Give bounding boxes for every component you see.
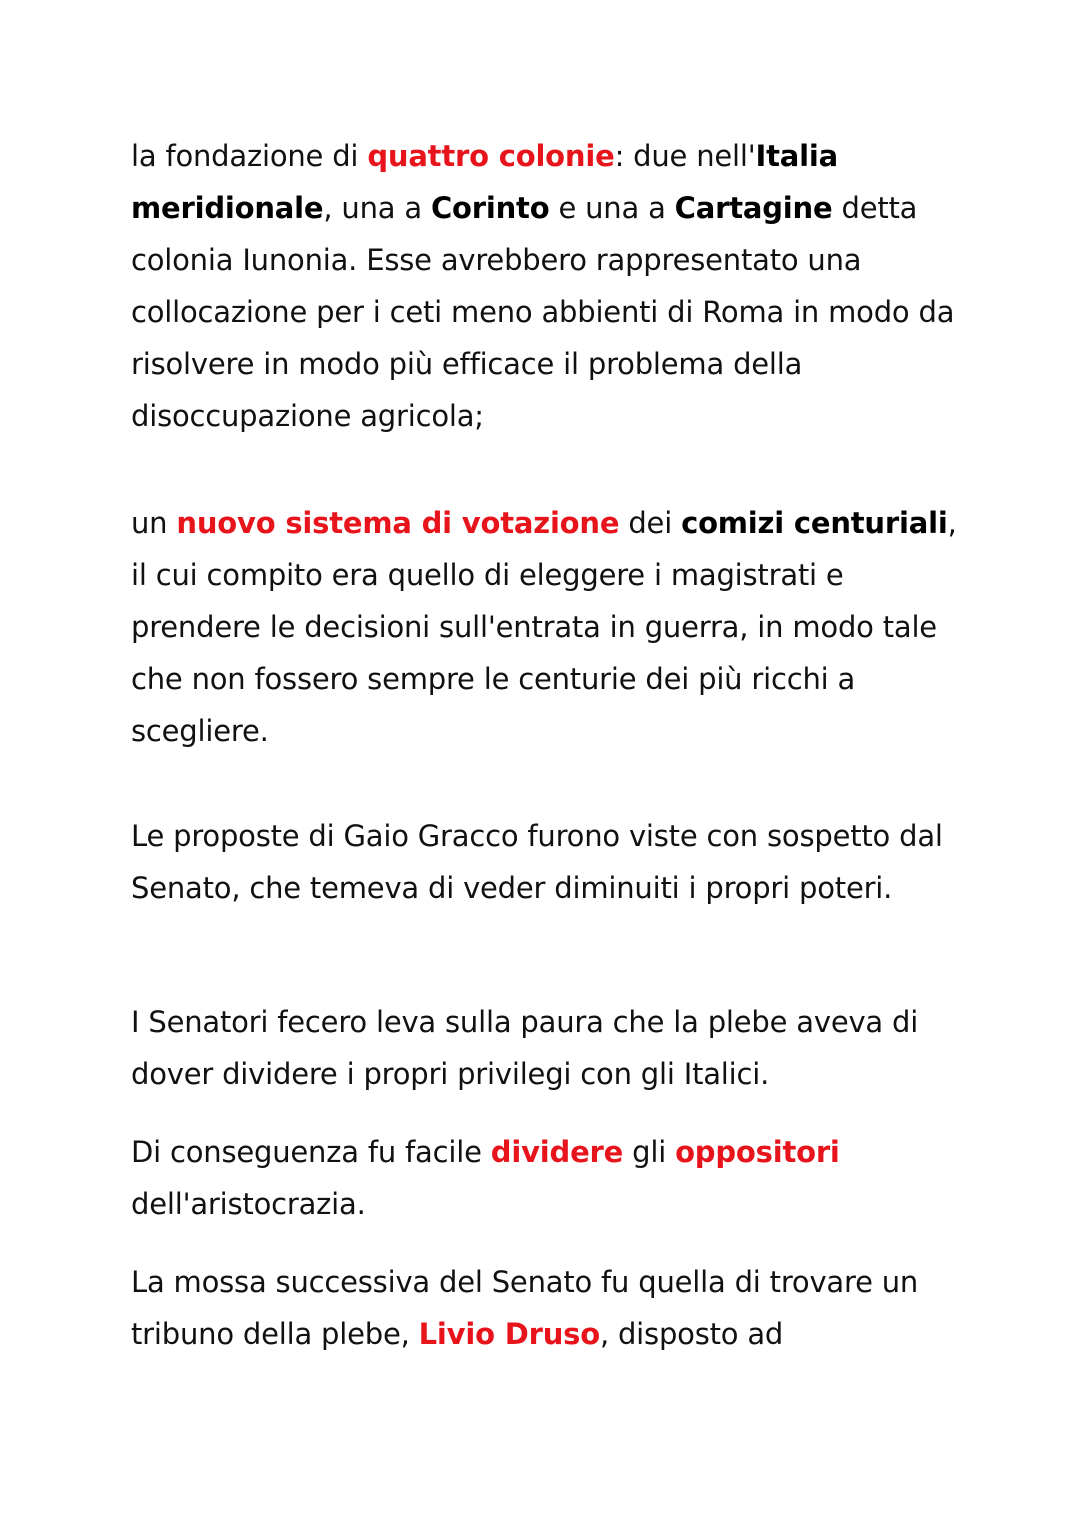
text-span: gli	[623, 1135, 676, 1169]
text-span: la fondazione di	[131, 139, 368, 173]
text-span: La mossa successiva del Senato fu quella di trovare un tribuno della plebe,	[131, 1265, 919, 1351]
bold-cartagine: Cartagine	[674, 191, 833, 225]
paragraph-colonies	[131, 130, 961, 442]
bold-comizi-centuriali: comizi centuriali	[681, 506, 948, 540]
text-span: , una a	[323, 191, 431, 225]
highlight-nuovo-sistema-di-votazione: nuovo sistema di votazione	[176, 506, 620, 540]
text-span: : due nell'	[614, 139, 756, 173]
highlight-dividere: dividere	[490, 1135, 624, 1169]
paragraph-livio-druso	[131, 1256, 961, 1360]
highlight-oppositori: oppositori	[675, 1135, 840, 1169]
text-span: e una a	[549, 191, 675, 225]
text-span: , disposto ad	[599, 1317, 784, 1351]
bold-corinto: Corinto	[430, 191, 550, 225]
text-span: dell'aristocrazia.	[131, 1187, 366, 1221]
text-span: un	[131, 506, 177, 540]
text-span: Di conseguenza fu facile	[131, 1135, 491, 1169]
bold-italia-meridionale: Italia meridionale	[131, 139, 839, 225]
text-span: , il cui compito era quello di eleggere i magistrati e prendere le decisioni sull'entrata in guerra, in modo tale che non fossero sempre le centurie dei più ricchi a scegliere.	[131, 506, 957, 748]
highlight-quattro-colonie: quattro colonie	[367, 139, 615, 173]
text-span: Le proposte di Gaio Gracco furono viste con sospetto dal Senato, che temeva di veder diminuiti i propri poteri.	[131, 819, 943, 905]
highlight-livio-druso: Livio Druso	[418, 1317, 600, 1351]
paragraph-senators-fear	[131, 996, 961, 1100]
paragraph-senate-suspicion	[131, 810, 961, 914]
paragraph-voting-system	[131, 497, 961, 757]
text-span: dei	[619, 506, 682, 540]
text-span: I Senatori fecero leva sulla paura che la plebe aveva di dover dividere i propri privilegi con gli Italici.	[131, 1005, 919, 1091]
text-span: detta colonia Iunonia. Esse avrebbero rappresentato una collocazione per i ceti meno abbienti di Roma in modo da risolvere in modo più efficace il problema della disoccupazione agricola;	[131, 191, 955, 433]
paragraph-divide-opponents	[131, 1126, 961, 1230]
